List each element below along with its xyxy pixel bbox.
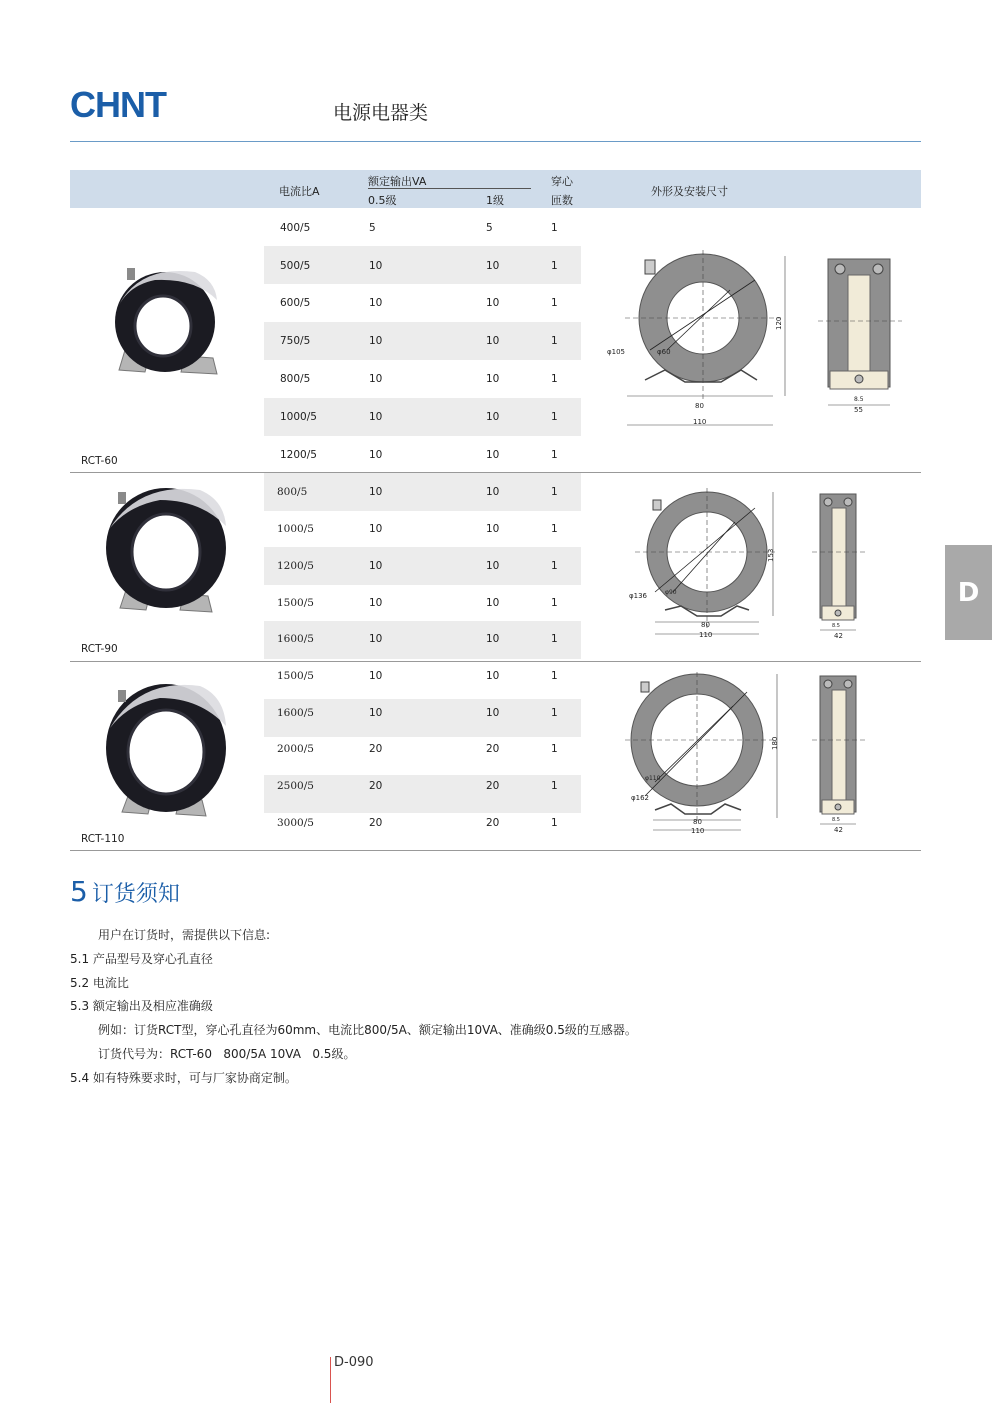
cell-05: 10 bbox=[369, 486, 383, 498]
cell-ratio: 3000/5 bbox=[277, 817, 314, 829]
cell-1: 10 bbox=[486, 335, 500, 347]
model-label: RCT-110 bbox=[81, 833, 125, 845]
cell-ratio: 1200/5 bbox=[280, 449, 317, 461]
dim-outer: φ162 bbox=[631, 794, 649, 802]
dim-base-outer: 110 bbox=[693, 418, 707, 426]
cell-ratio: 1500/5 bbox=[277, 597, 314, 609]
cell-1: 20 bbox=[486, 743, 500, 755]
order-example: 例如：订货RCT型，穿心孔直径为60mm、电流比800/5A、额定输出10VA、准确级0.5级的互感器。 bbox=[98, 1023, 637, 1037]
cell-turns: 1 bbox=[551, 260, 558, 272]
order-item: 5.4 如有特殊要求时，可与厂家协商定制。 bbox=[70, 1071, 297, 1085]
order-code: 订货代号为：RCT-60 800/5A 10VA 0.5级。 bbox=[98, 1047, 356, 1061]
dim-base-outer: 110 bbox=[691, 827, 705, 835]
cell-turns: 1 bbox=[551, 297, 558, 309]
header-output: 额定输出VA bbox=[368, 175, 427, 188]
cell-turns: 1 bbox=[551, 449, 558, 461]
cell-1: 10 bbox=[486, 670, 500, 682]
dimension-drawing-rct110-side bbox=[812, 672, 872, 837]
cell-1: 10 bbox=[486, 707, 500, 719]
cell-1: 10 bbox=[486, 449, 500, 461]
cell-1: 5 bbox=[486, 222, 493, 234]
order-item: 5.3 额定输出及相应准确级 bbox=[70, 999, 213, 1013]
cell-turns: 1 bbox=[551, 486, 558, 498]
model-label: RCT-90 bbox=[81, 643, 118, 655]
cell-ratio: 1600/5 bbox=[277, 707, 314, 719]
product-photo-rct110 bbox=[100, 672, 235, 817]
cell-05: 10 bbox=[369, 297, 383, 309]
dimension-drawing-rct90-front bbox=[625, 488, 785, 643]
dimension-drawing-rct60-front bbox=[605, 250, 795, 430]
cell-turns: 1 bbox=[551, 780, 558, 792]
cell-1: 10 bbox=[486, 260, 500, 272]
cell-ratio: 1000/5 bbox=[280, 411, 317, 423]
header-ratio: 电流比A bbox=[279, 185, 320, 198]
header-05: 0.5级 bbox=[368, 194, 397, 207]
dimension-drawing-rct90-side bbox=[812, 490, 872, 642]
table-header bbox=[70, 170, 921, 208]
dim-outer: φ136 bbox=[629, 592, 647, 600]
dim-inner: φ90 bbox=[665, 589, 677, 596]
cell-ratio: 400/5 bbox=[280, 222, 311, 234]
cell-ratio: 800/5 bbox=[277, 486, 308, 498]
cell-turns: 1 bbox=[551, 222, 558, 234]
cell-1: 20 bbox=[486, 817, 500, 829]
dim-height: 153 bbox=[767, 548, 775, 562]
header-1: 1级 bbox=[486, 194, 504, 207]
cell-ratio: 800/5 bbox=[280, 373, 311, 385]
section-heading: 订货须知 bbox=[91, 882, 180, 907]
cell-05: 10 bbox=[369, 707, 383, 719]
cell-turns: 1 bbox=[551, 373, 558, 385]
cell-turns: 1 bbox=[551, 597, 558, 609]
cell-1: 10 bbox=[486, 597, 500, 609]
dim-base-inner: 80 bbox=[693, 818, 702, 826]
dim-side-gap: 8.5 bbox=[832, 623, 840, 629]
cell-1: 10 bbox=[486, 523, 500, 535]
row-band bbox=[264, 322, 581, 360]
cell-05: 10 bbox=[369, 560, 383, 572]
dim-outer: φ105 bbox=[607, 348, 625, 356]
product-photo-rct90 bbox=[100, 480, 235, 620]
header-turns-2: 匝数 bbox=[551, 194, 573, 207]
cell-05: 10 bbox=[369, 670, 383, 682]
cell-05: 10 bbox=[369, 260, 383, 272]
cell-ratio: 600/5 bbox=[280, 297, 311, 309]
order-item: 5.2 电流比 bbox=[70, 976, 129, 990]
cell-05: 10 bbox=[369, 411, 383, 423]
cell-turns: 1 bbox=[551, 560, 558, 572]
cell-turns: 1 bbox=[551, 817, 558, 829]
category-title: 电源电器类 bbox=[333, 102, 429, 124]
cell-ratio: 2500/5 bbox=[277, 780, 314, 792]
cell-05: 10 bbox=[369, 523, 383, 535]
cell-ratio: 1600/5 bbox=[277, 633, 314, 645]
section-number: 5 bbox=[70, 875, 88, 908]
dim-side-gap: 8.5 bbox=[832, 817, 840, 823]
section-tab: D bbox=[945, 545, 992, 640]
order-item: 5.1 产品型号及穿心孔直径 bbox=[70, 952, 213, 966]
cell-ratio: 1500/5 bbox=[277, 670, 314, 682]
cell-05: 10 bbox=[369, 335, 383, 347]
cell-1: 20 bbox=[486, 780, 500, 792]
cell-05: 5 bbox=[369, 222, 376, 234]
page-number: D-090 bbox=[334, 1355, 374, 1370]
cell-turns: 1 bbox=[551, 707, 558, 719]
dim-base-inner: 80 bbox=[701, 621, 710, 629]
dimension-drawing-rct110-front bbox=[625, 672, 785, 837]
dim-side-width: 42 bbox=[834, 632, 843, 640]
dim-inner: φ110 bbox=[645, 775, 661, 782]
dim-side-gap: 8.5 bbox=[854, 396, 864, 403]
dimension-drawing-rct60-side bbox=[818, 255, 903, 415]
group-divider bbox=[70, 850, 921, 851]
header-turns-1: 穿心 bbox=[551, 175, 573, 188]
dim-side-width: 55 bbox=[854, 406, 863, 414]
dim-height: 120 bbox=[775, 316, 783, 330]
order-intro: 用户在订货时，需提供以下信息: bbox=[98, 928, 271, 942]
header-subrule bbox=[368, 188, 531, 189]
dim-inner: φ60 bbox=[657, 348, 671, 356]
row-band bbox=[264, 246, 581, 284]
dim-base-outer: 110 bbox=[699, 631, 713, 639]
cell-turns: 1 bbox=[551, 523, 558, 535]
cell-ratio: 500/5 bbox=[280, 260, 311, 272]
cell-ratio: 750/5 bbox=[280, 335, 311, 347]
cell-1: 10 bbox=[486, 297, 500, 309]
dim-side-width: 42 bbox=[834, 826, 843, 834]
dim-base-inner: 80 bbox=[695, 402, 704, 410]
cell-1: 10 bbox=[486, 486, 500, 498]
footer-accent bbox=[330, 1357, 331, 1403]
cell-1: 10 bbox=[486, 373, 500, 385]
cell-1: 10 bbox=[486, 560, 500, 572]
brand-logo: CHNT bbox=[70, 84, 166, 125]
cell-turns: 1 bbox=[551, 633, 558, 645]
section-title bbox=[70, 875, 180, 908]
header-dims: 外形及安装尺寸 bbox=[651, 185, 728, 198]
dim-height: 180 bbox=[771, 736, 779, 750]
model-label: RCT-60 bbox=[81, 455, 118, 467]
cell-05: 20 bbox=[369, 780, 383, 792]
cell-turns: 1 bbox=[551, 335, 558, 347]
cell-05: 20 bbox=[369, 743, 383, 755]
cell-1: 10 bbox=[486, 633, 500, 645]
cell-ratio: 2000/5 bbox=[277, 743, 314, 755]
cell-05: 20 bbox=[369, 817, 383, 829]
cell-05: 10 bbox=[369, 449, 383, 461]
cell-turns: 1 bbox=[551, 670, 558, 682]
cell-05: 10 bbox=[369, 633, 383, 645]
cell-turns: 1 bbox=[551, 743, 558, 755]
cell-05: 10 bbox=[369, 597, 383, 609]
header-divider bbox=[70, 141, 921, 142]
cell-turns: 1 bbox=[551, 411, 558, 423]
product-photo-rct60 bbox=[105, 260, 230, 385]
cell-ratio: 1200/5 bbox=[277, 560, 314, 572]
cell-05: 10 bbox=[369, 373, 383, 385]
cell-ratio: 1000/5 bbox=[277, 523, 314, 535]
group-divider bbox=[70, 661, 921, 662]
cell-1: 10 bbox=[486, 411, 500, 423]
row-band bbox=[264, 473, 581, 511]
